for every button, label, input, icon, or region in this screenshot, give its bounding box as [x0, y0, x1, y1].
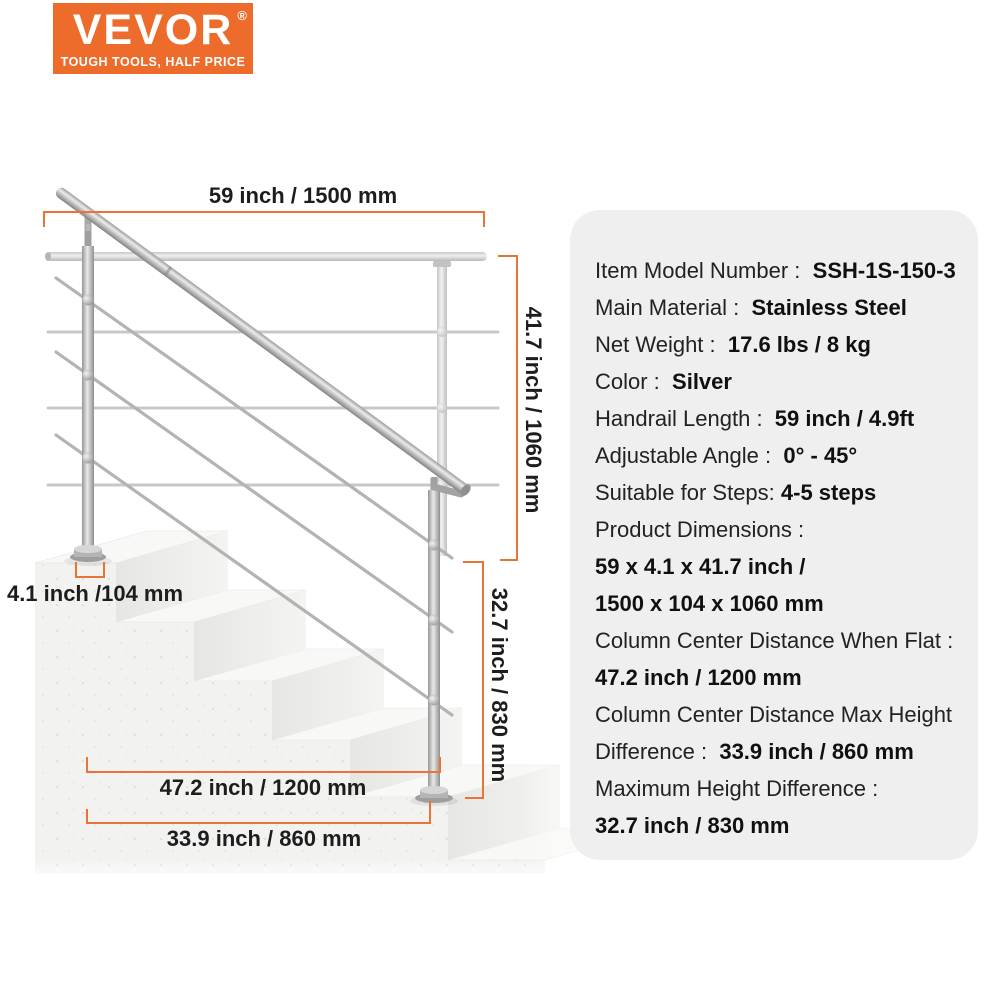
spec-line — [595, 511, 976, 548]
spec-line — [595, 807, 976, 844]
spec-label: Item Model Number : — [595, 258, 813, 283]
spec-label: Difference : — [595, 739, 720, 764]
dimension-max-height-difference — [463, 562, 512, 798]
spec-line — [595, 326, 976, 363]
vevor-logo-tagline: TOUGH TOOLS, HALF PRICE — [60, 54, 246, 69]
spec-value: 4-5 steps — [780, 480, 877, 505]
spec-line — [595, 363, 976, 400]
spec-label: Color : — [595, 369, 673, 394]
sloped-handrail — [53, 185, 473, 498]
spec-label: Column Center Distance When Flat : — [595, 628, 954, 653]
spec-value: 17.6 lbs / 8 kg — [727, 332, 871, 357]
spec-value: 0° - 45° — [783, 443, 858, 468]
spec-value: 1500 x 104 x 1060 mm — [595, 591, 824, 616]
spec-label: Suitable for Steps: — [595, 480, 781, 505]
dimension-rail-height — [498, 256, 546, 560]
spec-value: Stainless Steel — [751, 295, 907, 320]
spec-value: 59 inch / 4.9ft — [774, 406, 915, 431]
dimension-rail-height-label: 41.7 inch / 1060 mm — [521, 306, 546, 514]
spec-line — [595, 289, 976, 326]
spec-line — [595, 400, 976, 437]
spec-line — [595, 252, 976, 289]
ghost-ball-joint — [437, 403, 447, 413]
spec-line — [595, 585, 976, 622]
spec-label: Column Center Distance Max Height — [595, 702, 953, 727]
spec-lines — [595, 252, 976, 844]
registered-trademark-icon: ® — [237, 8, 247, 23]
spec-line — [595, 733, 976, 770]
ghost-ball-joint — [437, 327, 447, 337]
spec-line — [595, 696, 976, 733]
dimension-max-height-difference-label: 32.7 inch / 830 mm — [487, 587, 512, 783]
spec-line — [595, 770, 976, 807]
spec-label: Handrail Length : — [595, 406, 775, 431]
spec-label: Net Weight : — [595, 332, 728, 357]
spec-value: 59 x 4.1 x 41.7 inch / — [595, 554, 806, 579]
spec-value: 47.2 inch / 1200 mm — [595, 665, 802, 690]
spec-value: SSH-1S-150-3 — [812, 258, 956, 283]
spec-value: 32.7 inch / 830 mm — [595, 813, 790, 838]
dimension-column-distance-stairs-label: 33.9 inch / 860 mm — [166, 826, 362, 851]
dimension-top-width — [44, 183, 484, 227]
left-post — [82, 212, 94, 554]
spec-label: Main Material : — [595, 295, 752, 320]
ghost-flat-handrail — [46, 252, 487, 261]
dimension-top-width-label: 59 inch / 1500 mm — [208, 183, 398, 208]
spec-label: Maximum Height Difference : — [595, 776, 879, 801]
spec-label: Product Dimensions : — [595, 517, 805, 542]
spec-line — [595, 474, 976, 511]
spec-line — [595, 548, 976, 585]
dimension-column-distance-flat-label: 47.2 inch / 1200 mm — [159, 775, 367, 800]
spec-line — [595, 622, 976, 659]
vevor-logo-wordmark: VEVOR — [72, 5, 234, 54]
spec-value: 33.9 inch / 860 mm — [719, 739, 914, 764]
spec-value: Silver — [672, 369, 732, 394]
dimension-base-width-label: 4.1 inch /104 mm — [6, 581, 184, 606]
spec-line — [595, 659, 976, 696]
spec-label: Adjustable Angle : — [595, 443, 784, 468]
spec-panel — [570, 210, 978, 860]
spec-line — [595, 437, 976, 474]
